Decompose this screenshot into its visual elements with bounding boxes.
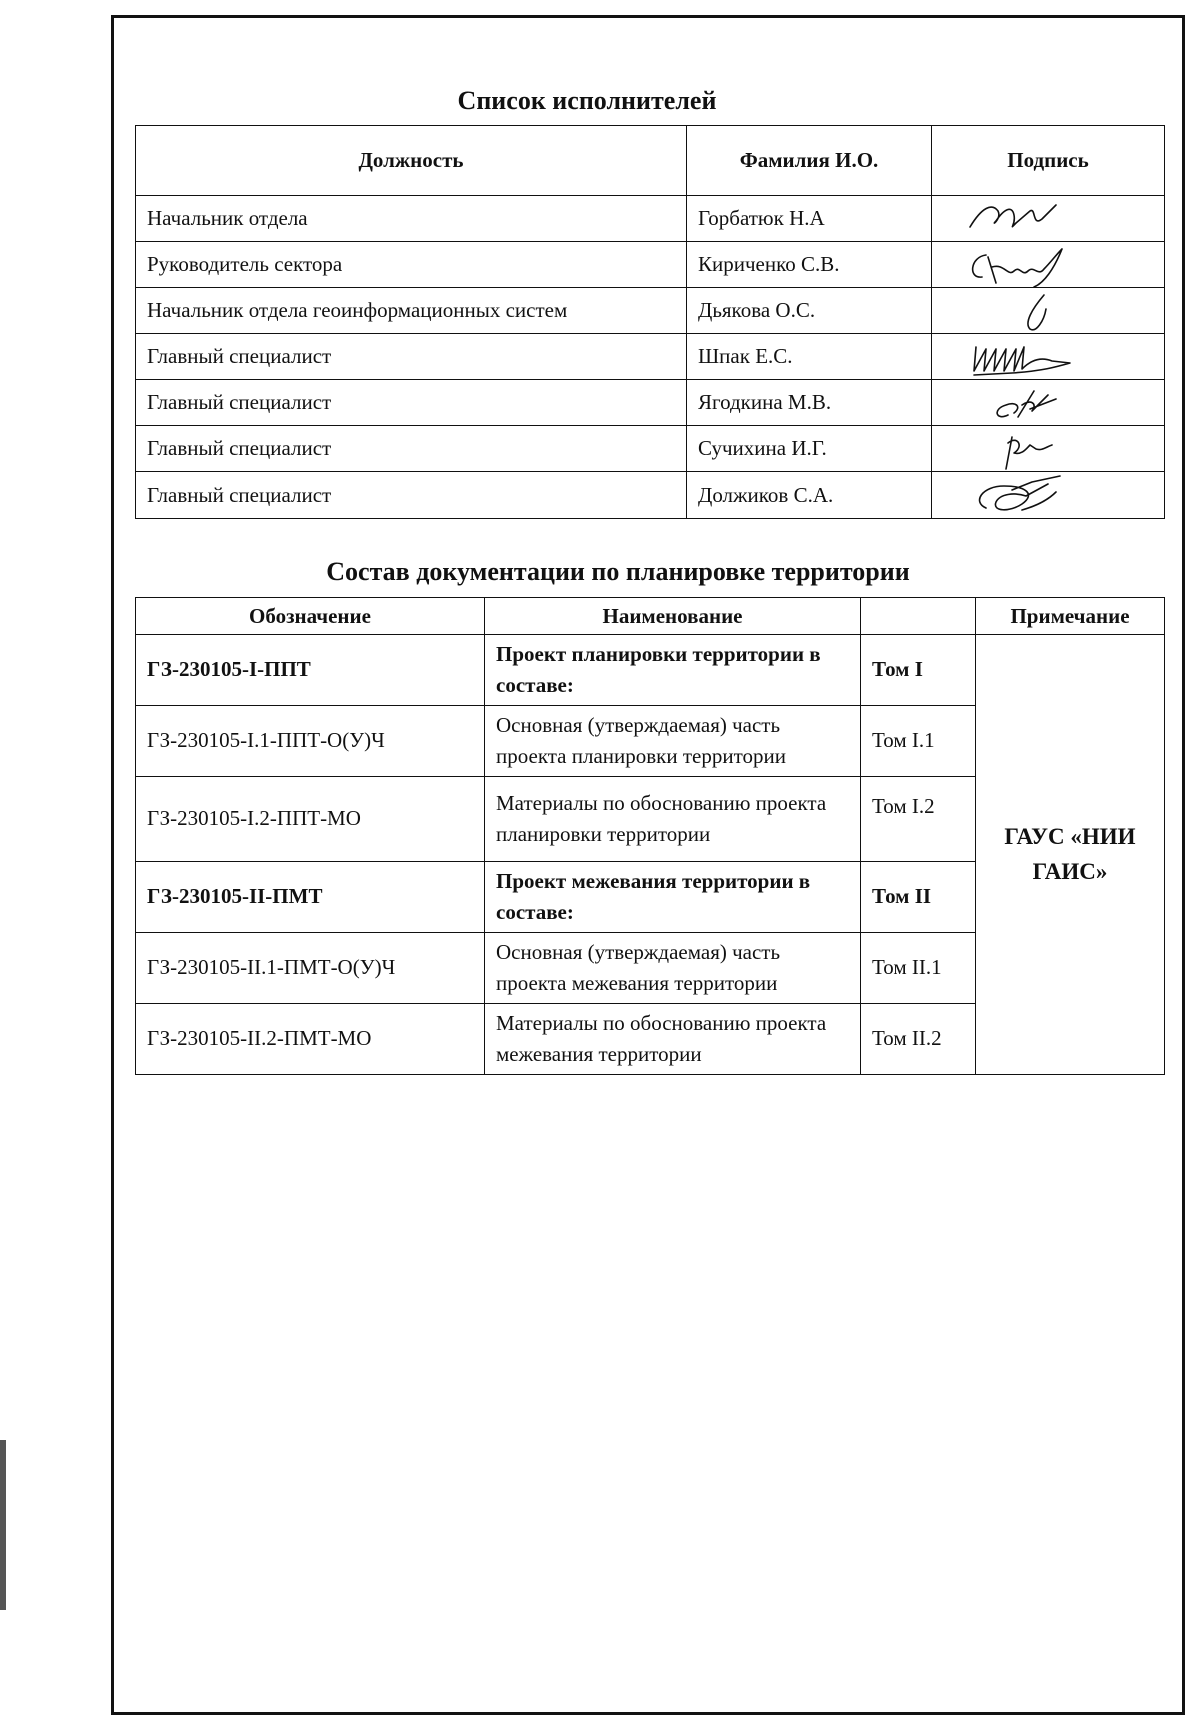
- volume-cell: Том I: [861, 635, 976, 706]
- signature-5-icon: [952, 381, 1072, 425]
- position-cell: Главный специалист: [136, 426, 687, 472]
- position-cell: Руководитель сектора: [136, 242, 687, 288]
- volume-cell: Том I.1: [861, 706, 976, 777]
- performers-table: [135, 125, 1165, 519]
- position-cell: Начальник отдела геоинформационных систем: [136, 288, 687, 334]
- signature-2-icon: [952, 243, 1082, 287]
- performers-title: Список исполнителей: [457, 86, 717, 115]
- volume-cell: Том II.2: [861, 1004, 976, 1075]
- signature-cell: [932, 334, 1165, 380]
- table-row: [136, 242, 1165, 288]
- table-row: [136, 380, 1165, 426]
- signature-cell: [932, 196, 1165, 242]
- name-cell: Основная (утверждаемая) часть проекта межевания территории: [485, 933, 861, 1004]
- table-row: [136, 472, 1165, 519]
- name-cell: Основная (утверждаемая) часть проекта планировки территории: [485, 706, 861, 777]
- signature-7-icon: [952, 472, 1092, 518]
- column-header-name: Наименование: [485, 598, 861, 635]
- table-row: [136, 635, 1165, 706]
- name-cell: Материалы по обоснованию проекта планировки территории: [485, 777, 861, 862]
- position-cell: Начальник отдела: [136, 196, 687, 242]
- volume-cell: Том II: [861, 862, 976, 933]
- column-header-position: Должность: [136, 126, 687, 196]
- scan-edge-mark: [0, 1440, 6, 1610]
- name-cell: Материалы по обоснованию проекта межевания территории: [485, 1004, 861, 1075]
- position-cell: Главный специалист: [136, 380, 687, 426]
- name-cell: Горбатюк Н.А: [687, 196, 932, 242]
- code-cell: ГЗ-230105-II.1-ПМТ-О(У)Ч: [136, 933, 485, 1004]
- signature-3-icon: [952, 289, 1072, 333]
- name-cell: Дьякова О.С.: [687, 288, 932, 334]
- table-header-row: [136, 598, 1165, 635]
- table-row: [136, 426, 1165, 472]
- signature-cell: [932, 426, 1165, 472]
- code-cell: ГЗ-230105-I.2-ППТ-МО: [136, 777, 485, 862]
- column-header-signature: Подпись: [932, 126, 1165, 196]
- table-row: [136, 288, 1165, 334]
- signature-cell: [932, 288, 1165, 334]
- volume-cell: Том II.1: [861, 933, 976, 1004]
- documentation-table: [135, 597, 1165, 1075]
- table-row: [136, 334, 1165, 380]
- name-cell: Сучихина И.Г.: [687, 426, 932, 472]
- name-cell: Ягодкина М.В.: [687, 380, 932, 426]
- code-cell: ГЗ-230105-II.2-ПМТ-МО: [136, 1004, 485, 1075]
- signature-cell: [932, 472, 1165, 519]
- signature-4-icon: [952, 335, 1092, 379]
- signature-cell: [932, 242, 1165, 288]
- column-header-code: Обозначение: [136, 598, 485, 635]
- position-cell: Главный специалист: [136, 334, 687, 380]
- signature-6-icon: [952, 427, 1072, 471]
- column-header-volume: [861, 598, 976, 635]
- name-cell: Должиков С.А.: [687, 472, 932, 519]
- name-cell: Шпак Е.С.: [687, 334, 932, 380]
- volume-cell: Том I.2: [861, 777, 976, 862]
- signature-1-icon: [952, 197, 1072, 241]
- table-row: [136, 196, 1165, 242]
- name-cell: Кириченко С.В.: [687, 242, 932, 288]
- position-cell: Главный специалист: [136, 472, 687, 519]
- column-header-name: Фамилия И.О.: [687, 126, 932, 196]
- column-header-note: Примечание: [976, 598, 1165, 635]
- name-cell: Проект межевания территории в составе:: [485, 862, 861, 933]
- name-cell: Проект планировки территории в составе:: [485, 635, 861, 706]
- code-cell: ГЗ-230105-II-ПМТ: [136, 862, 485, 933]
- code-cell: ГЗ-230105-I-ППТ: [136, 635, 485, 706]
- documentation-title: Состав документации по планировке территории: [326, 557, 910, 586]
- signature-cell: [932, 380, 1165, 426]
- table-header-row: [136, 126, 1165, 196]
- note-cell: ГАУС «НИИ ГАИС»: [976, 635, 1165, 1075]
- code-cell: ГЗ-230105-I.1-ППТ-О(У)Ч: [136, 706, 485, 777]
